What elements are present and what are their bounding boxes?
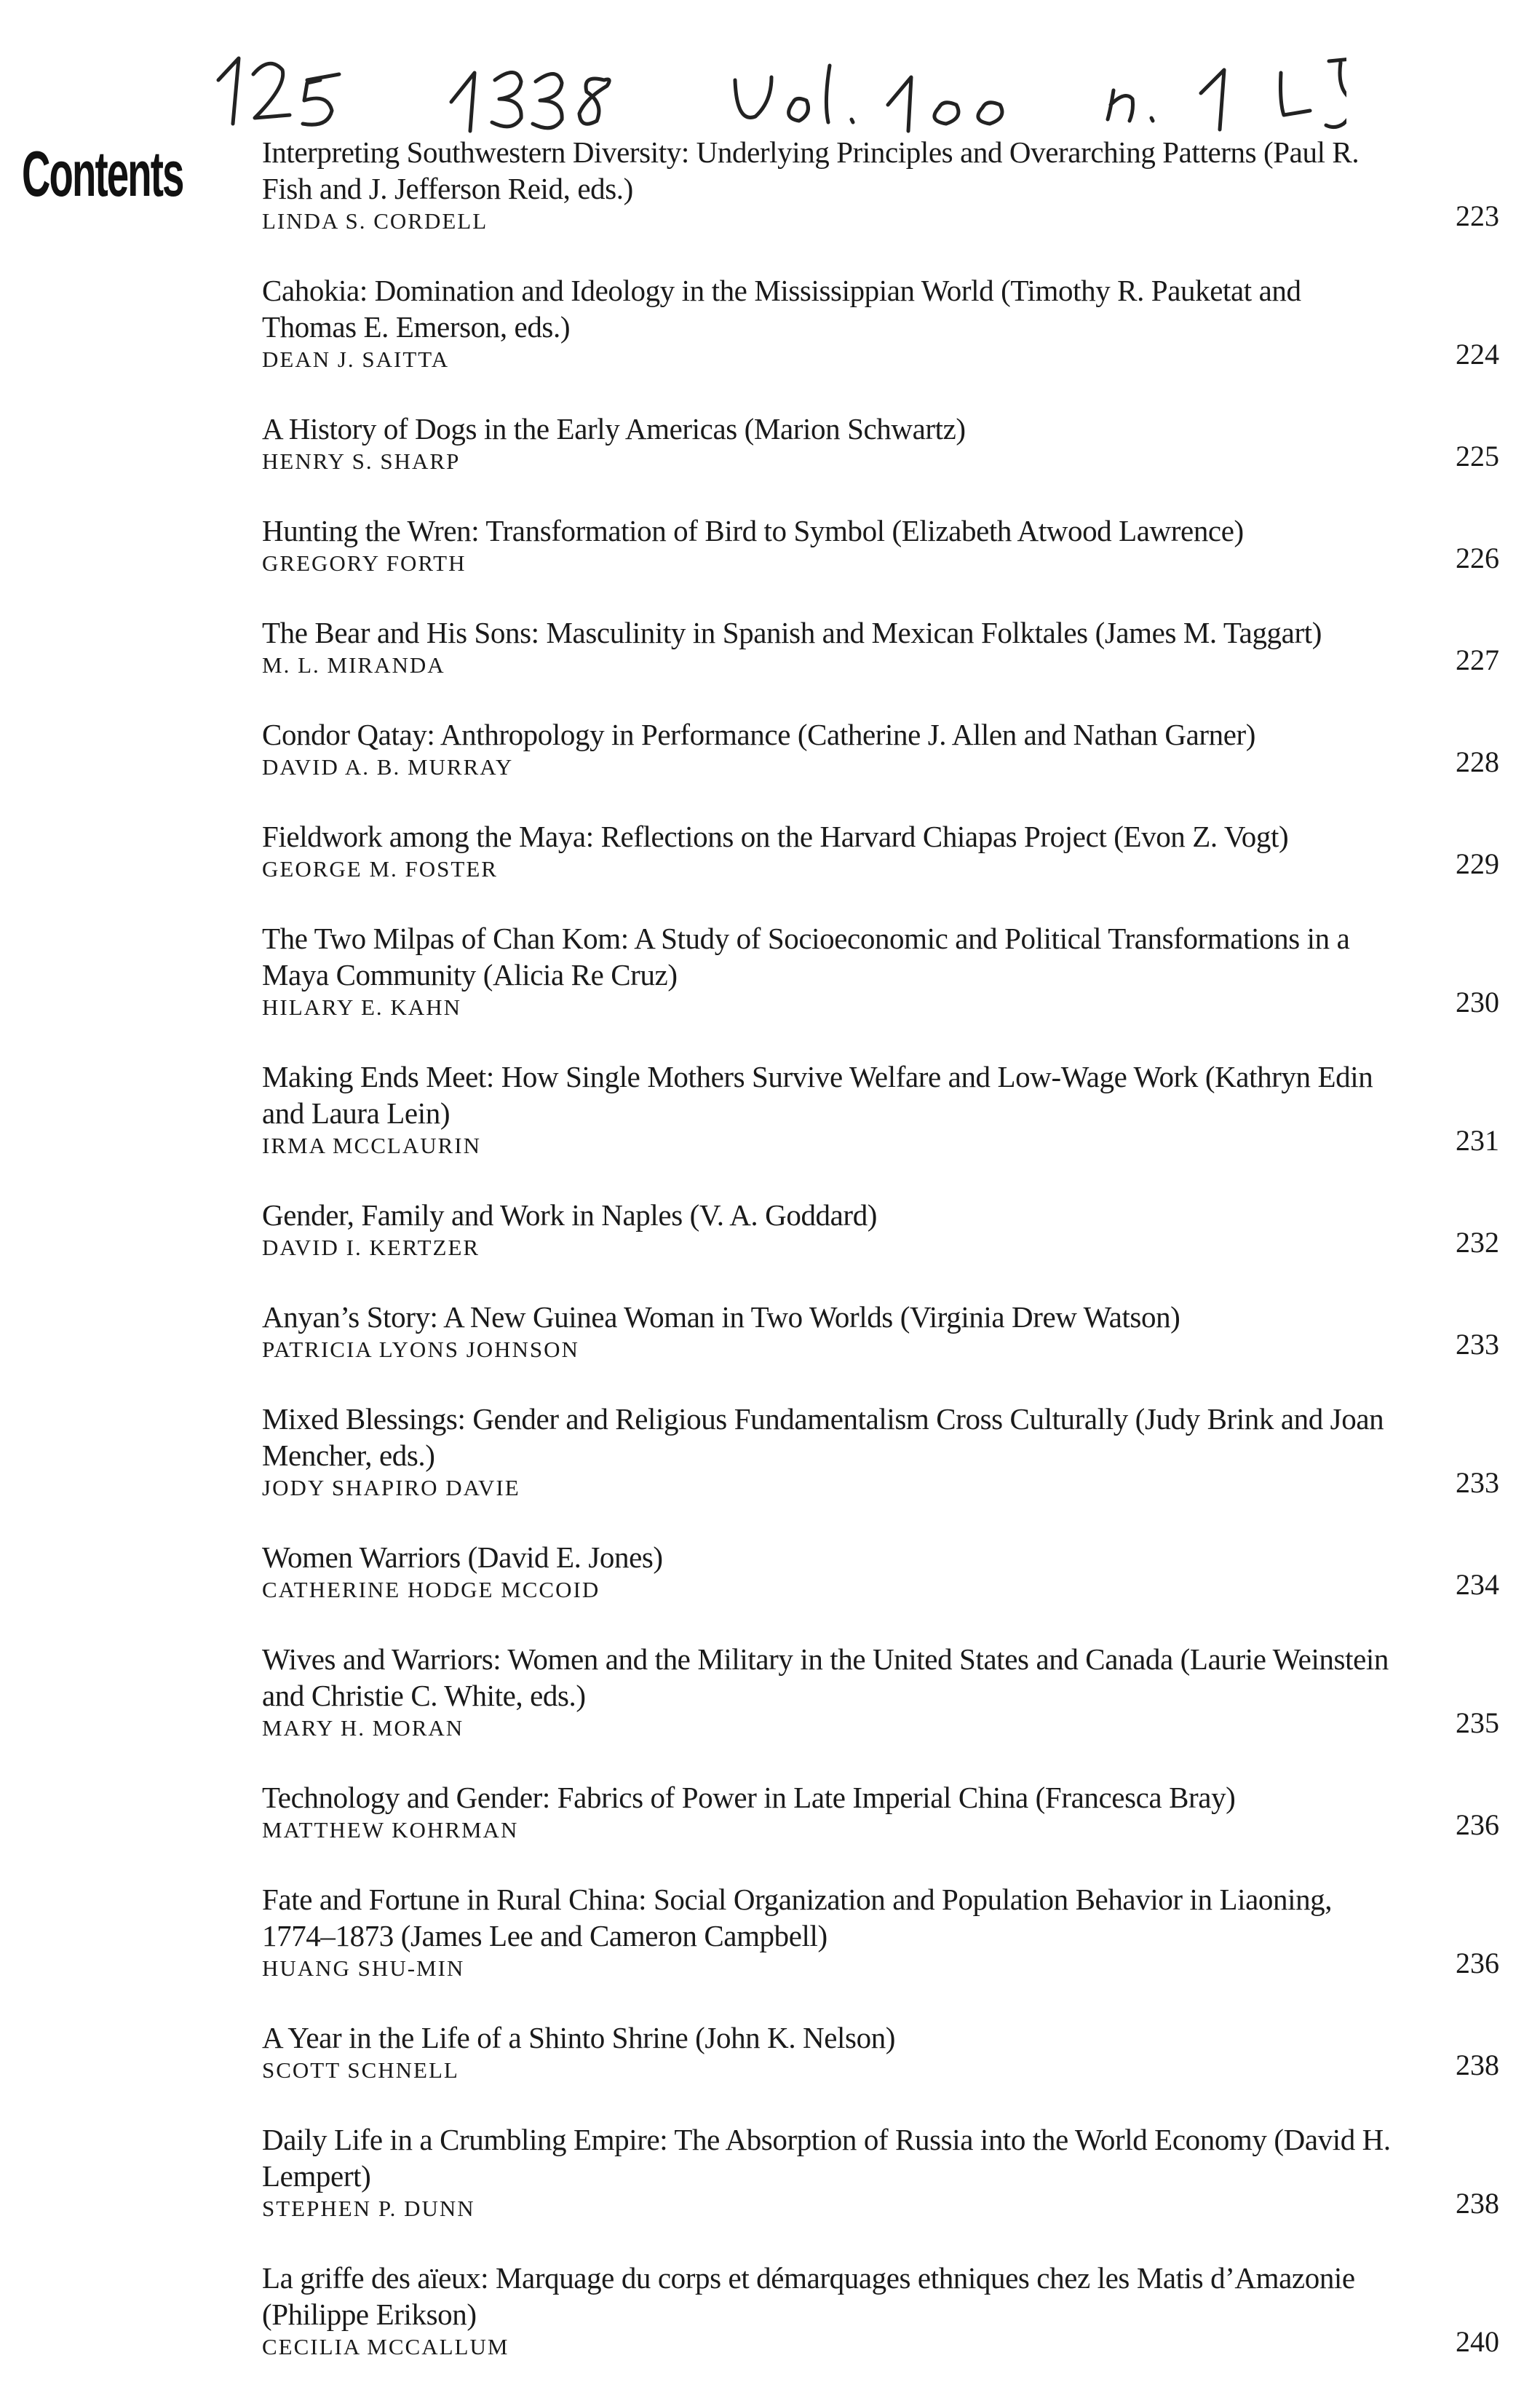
entry-author-row: [262, 542, 1499, 579]
entry-page-number: 225: [1456, 440, 1499, 472]
entry-reviewer: MARY H. MORAN: [262, 1715, 464, 1741]
entry-reviewer: HUANG SHU-MIN: [262, 1955, 465, 1981]
entry-title: A Year in the Life of a Shinto Shrine (John K. Nelson): [262, 2021, 896, 2054]
entry-reviewer: DEAN J. SAITTA: [262, 347, 450, 372]
entry-reviewer: PATRICIA LYONS JOHNSON: [262, 1337, 579, 1362]
entry-reviewer: HENRY S. SHARP: [262, 448, 461, 474]
entry-author-row: [262, 1947, 1499, 1985]
entry-author-row: [262, 2187, 1499, 2225]
toc-entry: [262, 1197, 1499, 1264]
toc-entry: [262, 272, 1499, 376]
entry-reviewer: IRMA MCCLAURIN: [262, 1133, 482, 1158]
entry-author-row: [262, 986, 1499, 1024]
toc-entry: [262, 134, 1499, 237]
entry-title: Mixed Blessings: Gender and Religious Fundamentalism Cross Culturally (Judy Brink and Joan Mencher, eds.): [262, 1402, 1384, 1472]
entry-page-number: 233: [1456, 1328, 1499, 1361]
entry-page-number: 227: [1456, 644, 1499, 676]
entry-author-row: [262, 847, 1499, 885]
entry-title: Hunting the Wren: Transformation of Bird to Symbol (Elizabeth Atwood Lawrence): [262, 514, 1244, 547]
entry-title: Fate and Fortune in Rural China: Social Organization and Population Behavior in Liaoning, 1774–1873 (James Lee and Cameron Campbell): [262, 1883, 1333, 1952]
entry-title: La griffe des aïeux: Marquage du corps et démarquages ethniques chez les Matis d’Amazonie (Philippe Erikson): [262, 2261, 1355, 2331]
toc-entry: [262, 1539, 1499, 1606]
entry-page-number: 226: [1456, 542, 1499, 574]
entry-reviewer: SCOTT SCHNELL: [262, 2057, 459, 2083]
toc-entry: [262, 1881, 1499, 1985]
entry-reviewer: LINDA S. CORDELL: [262, 208, 488, 234]
entry-reviewer: CECILIA MCCALLUM: [262, 2334, 509, 2359]
entry-author-row: [262, 1466, 1499, 1504]
toc-entry: [262, 2019, 1499, 2086]
entry-page-number: 223: [1456, 199, 1499, 232]
entry-page-number: 240: [1456, 2325, 1499, 2358]
entry-page-number: 228: [1456, 745, 1499, 778]
entry-page-number: 238: [1456, 2049, 1499, 2081]
toc-entry: [262, 818, 1499, 885]
entry-reviewer: CATHERINE HODGE MCCOID: [262, 1577, 600, 1602]
entry-title: Fieldwork among the Maya: Reflections on the Harvard Chiapas Project (Evon Z. Vogt): [262, 820, 1289, 853]
entry-reviewer: JODY SHAPIRO DAVIE: [262, 1475, 520, 1500]
entry-reviewer: MATTHEW KOHRMAN: [262, 1817, 519, 1843]
entry-reviewer: DAVID A. B. MURRAY: [262, 754, 514, 780]
toc-entry: [262, 1641, 1499, 1744]
entry-page-number: 224: [1456, 338, 1499, 371]
toc-entry: [262, 920, 1499, 1024]
handwritten-annotation: [211, 29, 1346, 138]
table-of-contents: [262, 134, 1499, 2398]
entry-title: The Bear and His Sons: Masculinity in Spanish and Mexican Folktales (James M. Taggart): [262, 616, 1322, 649]
entry-page-number: 232: [1456, 1226, 1499, 1259]
entry-title: Wives and Warriors: Women and the Military in the United States and Canada (Laurie Weinstein and Christie C. White, eds.): [262, 1642, 1389, 1712]
entry-author-row: [262, 1328, 1499, 1366]
entry-reviewer: HILARY E. KAHN: [262, 994, 461, 1020]
entry-page-number: 230: [1456, 986, 1499, 1018]
entry-author-row: [262, 440, 1499, 478]
entry-title: Technology and Gender: Fabrics of Power in Late Imperial China (Francesca Bray): [262, 1781, 1236, 1814]
entry-reviewer: M. L. MIRANDA: [262, 652, 445, 678]
entry-author-row: [262, 199, 1499, 237]
entry-title: Condor Qatay: Anthropology in Performance (Catherine J. Allen and Nathan Garner): [262, 718, 1256, 751]
entry-reviewer: STEPHEN P. DUNN: [262, 2196, 475, 2221]
entry-page-number: 236: [1456, 1947, 1499, 1979]
entry-page-number: 233: [1456, 1466, 1499, 1499]
entry-author-row: [262, 1568, 1499, 1606]
entry-page-number: 229: [1456, 847, 1499, 880]
toc-entry: [262, 1779, 1499, 1846]
toc-entry: [262, 1299, 1499, 1366]
entry-author-row: [262, 1124, 1499, 1162]
toc-entry: [262, 614, 1499, 681]
entry-title: Women Warriors (David E. Jones): [262, 1540, 663, 1574]
entry-page-number: 235: [1456, 1706, 1499, 1739]
entry-title: The Two Milpas of Chan Kom: A Study of Socioeconomic and Political Transformations in a Maya Community (Alicia Re Cruz): [262, 922, 1350, 992]
entry-page-number: 236: [1456, 1808, 1499, 1841]
toc-entry: [262, 411, 1499, 478]
entry-title: Daily Life in a Crumbling Empire: The Absorption of Russia into the World Economy (David H. Lempert): [262, 2123, 1391, 2193]
toc-entry: [262, 2121, 1499, 2225]
toc-entry: [262, 2260, 1499, 2363]
entry-page-number: 234: [1456, 1568, 1499, 1601]
entry-author-row: [262, 745, 1499, 783]
entry-author-row: [262, 2049, 1499, 2086]
entry-title: Anyan’s Story: A New Guinea Woman in Two Worlds (Virginia Drew Watson): [262, 1300, 1180, 1334]
entry-title: Interpreting Southwestern Diversity: Underlying Principles and Overarching Patterns (Paul R. Fish and J. Jefferson Reid, eds.): [262, 135, 1360, 205]
entry-author-row: [262, 1226, 1499, 1264]
entry-page-number: 231: [1456, 1124, 1499, 1157]
entry-author-row: [262, 1808, 1499, 1846]
toc-entry: [262, 1058, 1499, 1162]
entry-title: Making Ends Meet: How Single Mothers Survive Welfare and Low-Wage Work (Kathryn Edin and Laura Lein): [262, 1060, 1373, 1130]
entry-author-row: [262, 644, 1499, 681]
entry-title: A History of Dogs in the Early Americas (Marion Schwartz): [262, 412, 966, 446]
toc-entry: [262, 716, 1499, 783]
entry-title: Cahokia: Domination and Ideology in the Mississippian World (Timothy R. Pauketat and Thomas E. Emerson, eds.): [262, 274, 1301, 344]
contents-heading: Contents: [22, 138, 183, 210]
entry-reviewer: DAVID I. KERTZER: [262, 1235, 480, 1260]
entry-author-row: [262, 2325, 1499, 2363]
entry-reviewer: GREGORY FORTH: [262, 550, 467, 576]
entry-title: Gender, Family and Work in Naples (V. A. Goddard): [262, 1198, 878, 1232]
entry-author-row: [262, 1706, 1499, 1744]
toc-entry: [262, 1401, 1499, 1504]
toc-entry: [262, 513, 1499, 579]
entry-reviewer: GEORGE M. FOSTER: [262, 856, 498, 882]
entry-page-number: 238: [1456, 2187, 1499, 2220]
entry-author-row: [262, 338, 1499, 376]
